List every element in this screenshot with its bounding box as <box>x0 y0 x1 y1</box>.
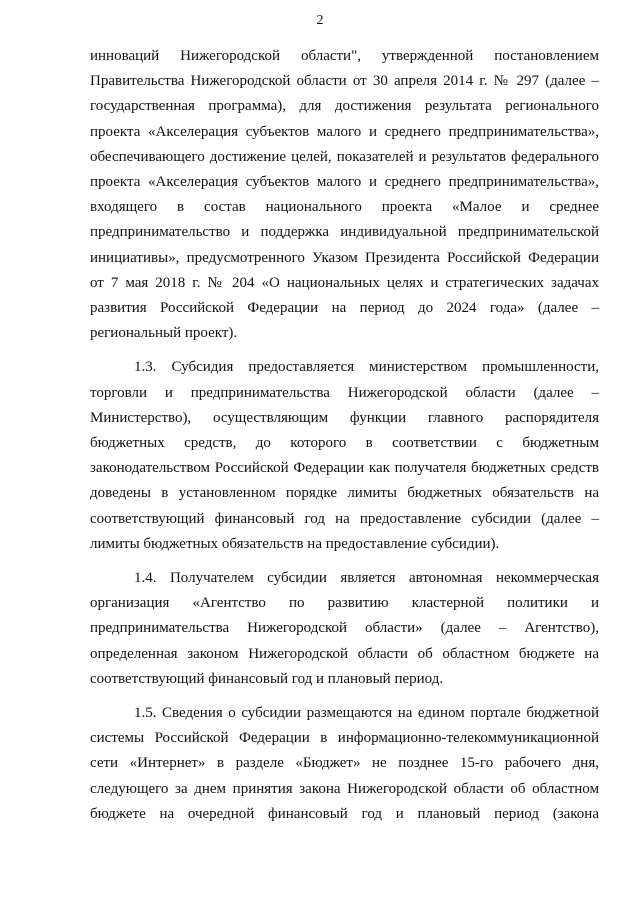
paragraph-1-4: 1.4. Получателем субсидии является автономная некоммерческая организация «Агентство по развитию кластерной политики и предпринимательства Нижегородской области» (далее – Агентство), определенная законом Нижегородской области об областном бюджете на соответствующий финансовый год и плановый период. <box>90 570 599 687</box>
paragraph-1-5: 1.5. Сведения о субсидии размещаются на едином портале бюджетной системы Российской Федерации в информационно-телекоммуникационной сети «Интернет» в разделе «Бюджет» не позднее 15-го рабочего дня, следующего за днем принятия закона Нижегородской области об областном бюджете на очередной финансовый год и плановый период (закона <box>90 705 599 822</box>
document-body <box>90 44 599 827</box>
page-number: 2 <box>316 13 324 28</box>
paragraph-program-reference: инноваций Нижегородской области", утвержденной постановлением Правительства Нижегородской области от 30 апреля 2014 г. № 297 (далее – государственная программа), для достижения результата регионального проекта «Акселерация субъектов малого и среднего предпринимательства», обеспечивающего достижение целей, показателей и результатов федерального проекта «Акселерация субъектов малого и среднего предпринимательства», входящего в состав национального проекта «Малое и среднее предпринимательство и поддержка индивидуальной предпринимательской инициативы», предусмотренного Указом Президента Российской Федерации от 7 мая 2018 г. № 204 «О национальных целях и стратегических задачах развития Российской Федерации на период до 2024 года» (далее – региональный проект). <box>90 48 599 342</box>
paragraph-1-3: 1.3. Субсидия предоставляется министерством промышленности, торговли и предпринимательства Нижегородской области (далее – Министерство), осуществляющим функции главного распорядителя бюджетных средств, до которого в соответствии с бюджетным законодательством Российской Федерации как получателя бюджетных средств доведены в установленном порядке лимиты бюджетных обязательств на соответствующий финансовый год на предоставление субсидии (далее – лимиты бюджетных обязательств на предоставление субсидии). <box>90 359 599 552</box>
